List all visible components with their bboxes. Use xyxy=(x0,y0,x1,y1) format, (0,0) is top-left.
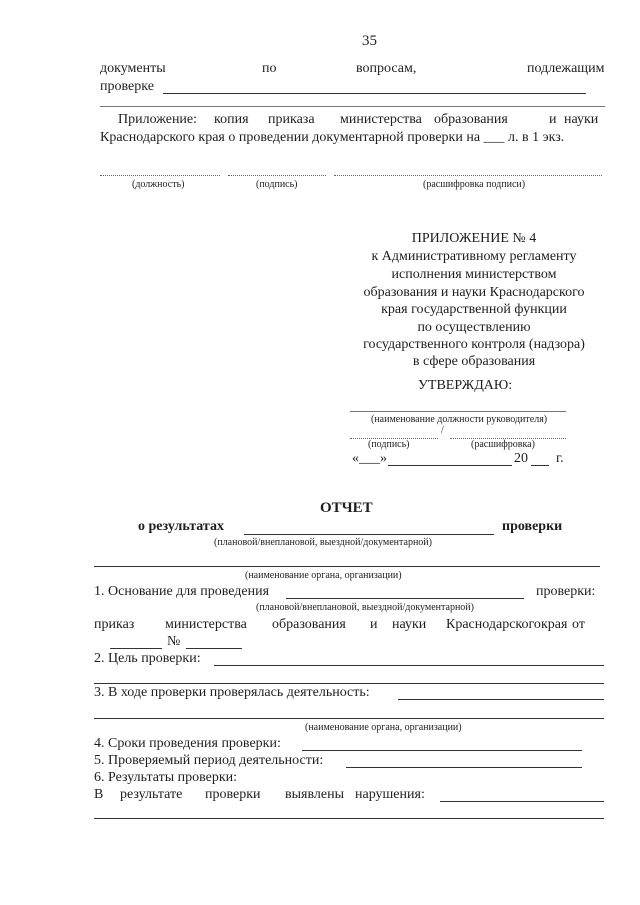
approve-slash: / xyxy=(441,425,444,436)
appendix-line: к Административному регламенту xyxy=(371,249,577,264)
report-org-line xyxy=(94,566,600,567)
caption-decoding: (расшифровка подписи) xyxy=(423,179,526,190)
attachment-word: приказа xyxy=(268,112,315,127)
approve-caption-signature: (подпись) xyxy=(368,439,410,450)
result-word: проверки xyxy=(205,787,261,802)
report-subtitle-right: проверки xyxy=(502,519,563,534)
approve-year-line xyxy=(531,465,549,466)
caption-signature: (подпись) xyxy=(256,179,298,190)
item-3-line xyxy=(398,699,604,700)
order-number-sign: № xyxy=(167,634,181,649)
appendix-line: образования и науки Краснодарского xyxy=(363,285,585,300)
result-word: выявлены xyxy=(285,787,344,802)
item-3-line-2 xyxy=(94,718,604,719)
approve-date-open: «___» xyxy=(352,451,387,466)
top-word-4: подлежащим xyxy=(527,61,605,76)
result-word: результате xyxy=(120,787,183,802)
result-word: В xyxy=(94,787,104,802)
item-1-label: 1. Основание для проведения xyxy=(94,584,270,599)
order-word: и xyxy=(370,617,378,632)
order-number-line xyxy=(186,648,242,649)
report-subtitle-left: о результатах xyxy=(138,519,224,534)
attachment-word: Приложение: xyxy=(118,112,198,127)
order-word: Краснодарского xyxy=(446,617,541,632)
approve-date-year: 20 xyxy=(514,451,528,466)
approve-head-line xyxy=(350,411,566,412)
appendix-line: ПРИЛОЖЕНИЕ № 4 xyxy=(411,231,537,246)
report-title: ОТЧЕТ xyxy=(320,500,373,516)
item-2-line xyxy=(214,665,604,666)
page-number: 35 xyxy=(362,33,377,49)
fill-line xyxy=(163,93,586,94)
item-2-label: 2. Цель проверки: xyxy=(94,651,201,666)
item-5-line xyxy=(346,767,582,768)
order-date-line xyxy=(110,648,162,649)
item-3-label: 3. В ходе проверки проверялась деятельность: xyxy=(94,685,370,700)
attachment-word: науки xyxy=(564,112,599,127)
item-3-caption: (наименование органа, организации) xyxy=(305,722,462,733)
item-5-label: 5. Проверяемый период деятельности: xyxy=(94,753,324,768)
top-word-3: вопросам, xyxy=(356,61,417,76)
order-word: науки xyxy=(392,617,427,632)
order-word: от xyxy=(572,617,585,632)
top-word-1: документы xyxy=(100,61,166,76)
report-org-caption: (наименование органа, организации) xyxy=(245,570,402,581)
result-line-2 xyxy=(94,818,604,819)
top-line-2: проверке xyxy=(100,79,154,94)
appendix-line: в сфере образования xyxy=(412,354,536,369)
appendix-line: государственного контроля (надзора) xyxy=(363,337,585,352)
attachment-word: и xyxy=(549,112,557,127)
top-word-2: по xyxy=(262,61,277,76)
appendix-line: края государственной функции xyxy=(381,302,567,317)
attachment-word: образования xyxy=(434,112,508,127)
attachment-line-2: Краснодарского края о проведении документарной проверки на ___ л. в 1 экз. xyxy=(100,130,565,145)
item-6-label: 6. Результаты проверки: xyxy=(94,770,238,785)
approve-date-line xyxy=(388,465,512,466)
attachment-word: министерства xyxy=(340,112,422,127)
order-word: министерства xyxy=(165,617,247,632)
approve-head-caption: (наименование должности руководителя) xyxy=(371,414,548,425)
sign-line-signature xyxy=(228,175,326,176)
fill-line xyxy=(100,106,605,107)
report-type-caption: (плановой/внеплановой, выездной/документарной) xyxy=(214,537,432,548)
item-4-line xyxy=(302,750,582,751)
attachment-word: копия xyxy=(214,112,249,127)
item-1-suffix: проверки: xyxy=(536,584,596,599)
item-1-caption: (плановой/внеплановой, выездной/документарной) xyxy=(256,602,474,613)
appendix-line: исполнения министерством xyxy=(391,267,557,282)
sign-line-decoding xyxy=(334,175,602,176)
order-word: края xyxy=(541,617,568,632)
appendix-line: по осуществлению xyxy=(417,320,531,335)
approve-caption-decoding: (расшифровка) xyxy=(471,439,535,450)
item-1-line xyxy=(286,598,524,599)
item-2-line-2 xyxy=(94,683,604,684)
item-4-label: 4. Сроки проведения проверки: xyxy=(94,736,281,751)
order-word: образования xyxy=(272,617,346,632)
result-line xyxy=(440,801,604,802)
report-type-line xyxy=(244,534,494,535)
result-word: нарушения: xyxy=(355,787,425,802)
approve-date-suffix: г. xyxy=(556,451,564,466)
caption-position: (должность) xyxy=(132,179,185,190)
sign-line-position xyxy=(100,175,220,176)
order-word: приказ xyxy=(94,617,135,632)
approve-title: УТВЕРЖДАЮ: xyxy=(418,378,513,393)
